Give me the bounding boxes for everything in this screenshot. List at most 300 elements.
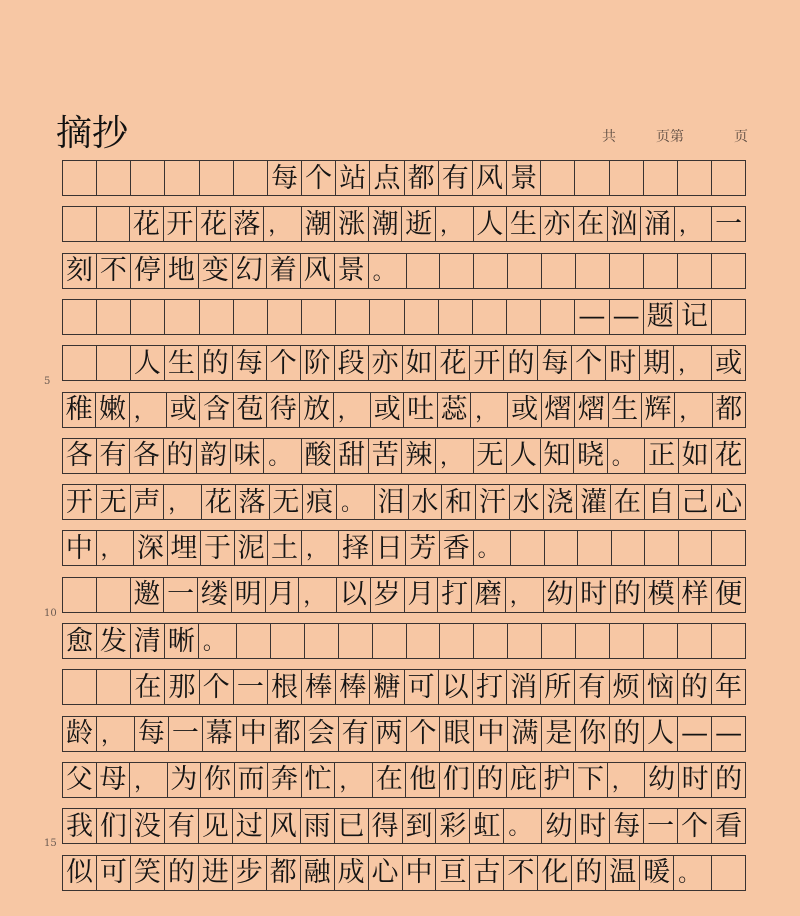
grid-cell: 样 bbox=[678, 577, 712, 613]
grid-row bbox=[62, 299, 746, 335]
grid-cell: 是 bbox=[541, 716, 575, 752]
grid-cell: 地 bbox=[164, 253, 198, 289]
grid-cell bbox=[506, 299, 540, 335]
grid-cell bbox=[678, 530, 712, 566]
grid-cell: 泥 bbox=[234, 530, 268, 566]
grid-cell bbox=[233, 160, 267, 196]
grid-cell: 人 bbox=[643, 716, 677, 752]
grid-cell: 有 bbox=[338, 716, 372, 752]
grid-cell bbox=[575, 623, 609, 659]
grid-cell: 而 bbox=[234, 762, 268, 798]
grid-cell bbox=[643, 160, 677, 196]
grid-cell bbox=[544, 530, 578, 566]
grid-cell bbox=[62, 160, 96, 196]
grid-cell: 生 bbox=[608, 392, 641, 428]
grid-cell: 晰 bbox=[164, 623, 198, 659]
grid-cell: 香 bbox=[439, 530, 473, 566]
grid-cell: 父 bbox=[62, 762, 96, 798]
grid-row bbox=[62, 206, 746, 242]
grid-cell: 可 bbox=[404, 669, 438, 705]
line-number-15: 15 bbox=[44, 838, 57, 849]
grid-cell bbox=[406, 253, 440, 289]
grid-cell: 的 bbox=[711, 762, 746, 798]
grid-cell: 。 bbox=[673, 855, 711, 891]
grid-row bbox=[62, 438, 746, 474]
line-number-10: 10 bbox=[44, 608, 57, 619]
grid-cell: 记 bbox=[677, 299, 711, 335]
grid-cell: 便 bbox=[711, 577, 746, 613]
grid-cell: 幼 bbox=[541, 808, 575, 844]
grid-cell: 你 bbox=[200, 762, 234, 798]
grid-cell: 亦 bbox=[368, 345, 402, 381]
grid-cell: 打 bbox=[472, 669, 506, 705]
grid-cell: 苦 bbox=[368, 438, 402, 474]
grid-cell: ， bbox=[674, 206, 712, 242]
grid-cell: 满 bbox=[507, 716, 541, 752]
grid-cell: 个 bbox=[571, 345, 605, 381]
grid-cell: 稚 bbox=[62, 392, 95, 428]
grid-cell: ， bbox=[470, 392, 507, 428]
grid-cell: 得 bbox=[368, 808, 402, 844]
grid-cell: 们 bbox=[96, 808, 130, 844]
grid-cell: ， bbox=[333, 392, 370, 428]
grid-cell: 于 bbox=[200, 530, 234, 566]
grid-cell: 芳 bbox=[405, 530, 439, 566]
grid-cell: 期 bbox=[639, 345, 673, 381]
grid-cell bbox=[575, 253, 609, 289]
grid-cell: 棒 bbox=[301, 669, 335, 705]
grid-cell: 逝 bbox=[401, 206, 435, 242]
grid-cell: 人 bbox=[473, 206, 507, 242]
grid-row bbox=[62, 345, 746, 381]
grid-cell: 开 bbox=[469, 345, 503, 381]
grid-cell: 水 bbox=[408, 484, 442, 520]
grid-cell: 彩 bbox=[435, 808, 469, 844]
grid-cell bbox=[270, 623, 304, 659]
grid-cell: 时 bbox=[678, 762, 712, 798]
grid-cell: 月 bbox=[265, 577, 299, 613]
grid-cell: 和 bbox=[441, 484, 475, 520]
grid-cell bbox=[438, 299, 472, 335]
grid-cell bbox=[711, 160, 746, 196]
grid-cell: 站 bbox=[335, 160, 369, 196]
grid-cell bbox=[62, 577, 96, 613]
grid-cell bbox=[199, 299, 233, 335]
grid-cell: 有 bbox=[164, 808, 198, 844]
grid-cell: 步 bbox=[232, 855, 266, 891]
grid-cell: 奔 bbox=[267, 762, 301, 798]
grid-cell: 花 bbox=[196, 206, 230, 242]
grid-cell: 变 bbox=[198, 253, 232, 289]
grid-cell: ， bbox=[298, 577, 336, 613]
grid-row bbox=[62, 855, 746, 891]
page-current-label: 页第 bbox=[656, 129, 684, 145]
grid-cell: 个 bbox=[301, 160, 335, 196]
grid-cell: 打 bbox=[437, 577, 471, 613]
grid-cell: 己 bbox=[678, 484, 712, 520]
grid-cell: 时 bbox=[575, 808, 609, 844]
grid-cell: ， bbox=[163, 484, 201, 520]
grid-cell bbox=[711, 855, 746, 891]
grid-cell: 幕 bbox=[202, 716, 236, 752]
grid-cell bbox=[574, 160, 608, 196]
grid-cell bbox=[62, 669, 96, 705]
grid-cell: 明 bbox=[231, 577, 265, 613]
grid-cell bbox=[164, 160, 198, 196]
grid-cell: 风 bbox=[472, 160, 506, 196]
grid-cell bbox=[62, 206, 96, 242]
grid-cell: 都 bbox=[404, 160, 438, 196]
grid-cell: 在 bbox=[573, 206, 607, 242]
grid-cell: 潮 bbox=[301, 206, 335, 242]
grid-cell: 。 bbox=[336, 484, 374, 520]
grid-row bbox=[62, 669, 746, 705]
grid-cell: 发 bbox=[96, 623, 130, 659]
grid-cell: 埋 bbox=[167, 530, 201, 566]
page-header-title: 摘抄 bbox=[56, 113, 129, 154]
grid-cell: 或 bbox=[166, 392, 199, 428]
grid-cell: 清 bbox=[130, 623, 164, 659]
grid-cell: — bbox=[574, 299, 608, 335]
grid-cell: 题 bbox=[643, 299, 677, 335]
grid-cell: ， bbox=[301, 530, 339, 566]
grid-cell: 声 bbox=[130, 484, 164, 520]
grid-cell bbox=[711, 623, 746, 659]
grid-cell bbox=[439, 253, 473, 289]
grid-cell: 无 bbox=[269, 484, 303, 520]
grid-cell: 幼 bbox=[543, 577, 577, 613]
grid-cell bbox=[472, 299, 506, 335]
grid-cell: 。 bbox=[198, 623, 236, 659]
grid-cell bbox=[96, 669, 130, 705]
grid-cell: 点 bbox=[369, 160, 403, 196]
grid-cell: 生 bbox=[164, 345, 198, 381]
grid-cell: 在 bbox=[130, 669, 164, 705]
grid-cell: 无 bbox=[96, 484, 130, 520]
grid-cell: 的 bbox=[198, 345, 232, 381]
grid-cell: 心 bbox=[711, 484, 746, 520]
grid-cell: 个 bbox=[677, 808, 711, 844]
grid-cell: 一 bbox=[711, 206, 746, 242]
grid-cell: 见 bbox=[198, 808, 232, 844]
grid-cell bbox=[96, 299, 130, 335]
grid-cell: 邀 bbox=[130, 577, 164, 613]
grid-cell: 暖 bbox=[639, 855, 673, 891]
grid-cell: 一 bbox=[163, 577, 197, 613]
grid-cell bbox=[643, 623, 677, 659]
grid-cell: 自 bbox=[644, 484, 678, 520]
grid-cell bbox=[609, 623, 643, 659]
grid-cell bbox=[199, 160, 233, 196]
grid-cell: 在 bbox=[610, 484, 644, 520]
grid-cell bbox=[473, 253, 507, 289]
grid-cell: 着 bbox=[266, 253, 300, 289]
grid-cell: 母 bbox=[96, 762, 130, 798]
grid-cell: 辉 bbox=[641, 392, 674, 428]
grid-row bbox=[62, 484, 746, 520]
grid-cell: 花 bbox=[129, 206, 163, 242]
grid-cell: 或 bbox=[711, 345, 746, 381]
grid-cell: ， bbox=[435, 206, 473, 242]
grid-cell: 不 bbox=[96, 253, 130, 289]
grid-cell: 无 bbox=[473, 438, 507, 474]
grid-cell bbox=[677, 160, 711, 196]
grid-cell: 眼 bbox=[439, 716, 473, 752]
grid-cell: 汗 bbox=[475, 484, 509, 520]
grid-cell: 酸 bbox=[301, 438, 335, 474]
grid-cell: 化 bbox=[537, 855, 571, 891]
grid-cell: 以 bbox=[438, 669, 472, 705]
grid-cell: 花 bbox=[201, 484, 235, 520]
grid-cell: 刻 bbox=[62, 253, 96, 289]
grid-cell bbox=[267, 299, 301, 335]
grid-cell: 风 bbox=[266, 808, 300, 844]
grid-cell: 花 bbox=[435, 345, 469, 381]
grid-cell bbox=[338, 623, 372, 659]
grid-cell: 的 bbox=[503, 345, 537, 381]
grid-cell: 。 bbox=[368, 253, 406, 289]
grid-cell: ， bbox=[505, 577, 543, 613]
grid-cell bbox=[677, 623, 711, 659]
grid-cell: 有 bbox=[574, 669, 608, 705]
grid-cell: 如 bbox=[402, 345, 436, 381]
grid-cell: 晓 bbox=[573, 438, 607, 474]
page-total-label: 共 bbox=[602, 129, 616, 145]
grid-cell bbox=[96, 160, 130, 196]
grid-cell: 心 bbox=[368, 855, 402, 891]
grid-cell: 岁 bbox=[370, 577, 404, 613]
grid-cell: ， bbox=[607, 762, 645, 798]
grid-cell: 已 bbox=[334, 808, 368, 844]
grid-cell: 痕 bbox=[302, 484, 336, 520]
grid-cell bbox=[507, 253, 541, 289]
grid-cell: 浇 bbox=[543, 484, 577, 520]
grid-cell: 的 bbox=[677, 669, 711, 705]
grid-cell: 各 bbox=[62, 438, 96, 474]
grid-cell bbox=[130, 160, 164, 196]
grid-cell: 烦 bbox=[609, 669, 643, 705]
grid-cell bbox=[372, 623, 406, 659]
grid-cell: 涨 bbox=[334, 206, 368, 242]
grid-cell: 味 bbox=[230, 438, 264, 474]
grid-cell: 阶 bbox=[300, 345, 334, 381]
grid-cell: — bbox=[711, 716, 746, 752]
grid-cell bbox=[609, 253, 643, 289]
grid-cell: 或 bbox=[507, 392, 540, 428]
grid-cell: 甜 bbox=[334, 438, 368, 474]
grid-cell: 有 bbox=[438, 160, 472, 196]
grid-cell: 潮 bbox=[368, 206, 402, 242]
grid-cell: 正 bbox=[644, 438, 678, 474]
grid-cell: 可 bbox=[96, 855, 130, 891]
grid-cell: — bbox=[677, 716, 711, 752]
grid-cell: 庇 bbox=[506, 762, 540, 798]
grid-cell: 他 bbox=[405, 762, 439, 798]
grid-cell: 不 bbox=[503, 855, 537, 891]
grid-cell: 每 bbox=[609, 808, 643, 844]
grid-cell: 的 bbox=[164, 855, 198, 891]
grid-cell: 开 bbox=[62, 484, 96, 520]
grid-cell: ， bbox=[674, 392, 711, 428]
grid-cell: ， bbox=[129, 762, 167, 798]
grid-cell: 成 bbox=[334, 855, 368, 891]
grid-cell: 龄 bbox=[62, 716, 96, 752]
grid-cell: 糖 bbox=[369, 669, 403, 705]
grid-cell: 个 bbox=[266, 345, 300, 381]
grid-cell: 每 bbox=[537, 345, 571, 381]
grid-cell: 人 bbox=[506, 438, 540, 474]
grid-cell bbox=[644, 530, 678, 566]
grid-cell: 落 bbox=[235, 484, 269, 520]
grid-cell bbox=[164, 299, 198, 335]
grid-cell bbox=[304, 623, 338, 659]
grid-cell: 人 bbox=[130, 345, 164, 381]
grid-cell: 下 bbox=[573, 762, 607, 798]
grid-cell: 涌 bbox=[640, 206, 674, 242]
grid-cell: 缕 bbox=[197, 577, 231, 613]
grid-cell: 时 bbox=[605, 345, 639, 381]
grid-cell: 似 bbox=[62, 855, 96, 891]
grid-cell: 泪 bbox=[374, 484, 408, 520]
grid-cell: 苞 bbox=[233, 392, 266, 428]
grid-cell: 。 bbox=[263, 438, 301, 474]
grid-cell bbox=[62, 345, 96, 381]
grid-cell bbox=[369, 299, 403, 335]
grid-cell: 的 bbox=[571, 855, 605, 891]
grid-cell bbox=[541, 623, 575, 659]
grid-cell: 有 bbox=[96, 438, 130, 474]
grid-cell: 开 bbox=[163, 206, 197, 242]
grid-cell: 的 bbox=[609, 716, 643, 752]
grid-cell bbox=[96, 577, 130, 613]
grid-cell bbox=[711, 253, 746, 289]
grid-cell bbox=[301, 299, 335, 335]
grid-cell: 的 bbox=[163, 438, 197, 474]
grid-cell: 韵 bbox=[196, 438, 230, 474]
grid-cell bbox=[510, 530, 544, 566]
grid-cell: 温 bbox=[605, 855, 639, 891]
grid-cell bbox=[541, 253, 575, 289]
grid-cell: 各 bbox=[129, 438, 163, 474]
grid-cell: 生 bbox=[506, 206, 540, 242]
grid-cell: 蕊 bbox=[437, 392, 470, 428]
grid-cell: 愈 bbox=[62, 623, 96, 659]
grid-cell: 到 bbox=[402, 808, 436, 844]
grid-cell: 所 bbox=[540, 669, 574, 705]
grid-cell: 日 bbox=[372, 530, 406, 566]
grid-cell: 幻 bbox=[232, 253, 266, 289]
grid-cell: 虹 bbox=[469, 808, 503, 844]
grid-cell: 汹 bbox=[607, 206, 641, 242]
grid-cell: 看 bbox=[711, 808, 746, 844]
grid-cell: 一 bbox=[233, 669, 267, 705]
grid-cell: 个 bbox=[199, 669, 233, 705]
grid-cell: 含 bbox=[199, 392, 232, 428]
grid-cell bbox=[507, 623, 541, 659]
grid-cell: ， bbox=[96, 716, 134, 752]
grid-cell: 那 bbox=[164, 669, 198, 705]
grid-cell: 熠 bbox=[574, 392, 607, 428]
grid-cell: 土 bbox=[267, 530, 301, 566]
grid-cell: 择 bbox=[338, 530, 372, 566]
grid-cell: 中 bbox=[236, 716, 270, 752]
grid-cell: 或 bbox=[370, 392, 403, 428]
grid-cell: ， bbox=[435, 438, 473, 474]
line-number-5: 5 bbox=[44, 376, 51, 387]
grid-cell bbox=[335, 299, 369, 335]
grid-row bbox=[62, 808, 746, 844]
grid-cell: 时 bbox=[576, 577, 610, 613]
grid-cell: 为 bbox=[167, 762, 201, 798]
grid-cell bbox=[611, 530, 645, 566]
grid-cell: 水 bbox=[509, 484, 543, 520]
grid-cell: 景 bbox=[506, 160, 540, 196]
grid-row bbox=[62, 392, 746, 428]
grid-cell: 古 bbox=[469, 855, 503, 891]
grid-cell: 都 bbox=[266, 855, 300, 891]
grid-cell: 幼 bbox=[644, 762, 678, 798]
grid-row bbox=[62, 762, 746, 798]
grid-cell: 过 bbox=[232, 808, 266, 844]
grid-cell: 在 bbox=[372, 762, 406, 798]
grid-cell bbox=[96, 345, 130, 381]
grid-cell: 中 bbox=[62, 530, 96, 566]
grid-cell: 模 bbox=[644, 577, 678, 613]
grid-cell bbox=[233, 299, 267, 335]
grid-cell: 两 bbox=[372, 716, 406, 752]
grid-cell: 年 bbox=[711, 669, 746, 705]
page-end-label: 页 bbox=[734, 129, 748, 145]
grid-cell bbox=[62, 299, 96, 335]
grid-cell: ， bbox=[334, 762, 372, 798]
grid-cell: 都 bbox=[712, 392, 746, 428]
grid-cell: ， bbox=[673, 345, 711, 381]
grid-cell: 恼 bbox=[643, 669, 677, 705]
grid-cell bbox=[577, 530, 611, 566]
grid-row bbox=[62, 716, 746, 752]
grid-cell: 的 bbox=[610, 577, 644, 613]
grid-cell: 放 bbox=[299, 392, 332, 428]
grid-cell bbox=[473, 623, 507, 659]
grid-cell: 棒 bbox=[335, 669, 369, 705]
grid-cell: 花 bbox=[711, 438, 746, 474]
grid-cell: 风 bbox=[300, 253, 334, 289]
grid-cell: 会 bbox=[304, 716, 338, 752]
grid-cell: 每 bbox=[134, 716, 168, 752]
grid-cell: 以 bbox=[336, 577, 370, 613]
grid-cell: 如 bbox=[678, 438, 712, 474]
grid-cell: 辣 bbox=[401, 438, 435, 474]
grid-cell: 中 bbox=[473, 716, 507, 752]
grid-cell: 融 bbox=[300, 855, 334, 891]
grid-cell: 深 bbox=[133, 530, 167, 566]
grid-cell: 忙 bbox=[301, 762, 335, 798]
grid-cell: 护 bbox=[540, 762, 574, 798]
grid-cell: 。 bbox=[503, 808, 541, 844]
grid-cell: 没 bbox=[130, 808, 164, 844]
grid-cell bbox=[540, 160, 574, 196]
grid-cell: 亦 bbox=[540, 206, 574, 242]
grid-cell bbox=[677, 253, 711, 289]
grid-cell: 。 bbox=[473, 530, 511, 566]
grid-cell: 景 bbox=[334, 253, 368, 289]
grid-row bbox=[62, 160, 746, 196]
grid-cell: 我 bbox=[62, 808, 96, 844]
grid-cell bbox=[236, 623, 270, 659]
grid-cell bbox=[130, 299, 164, 335]
grid-cell bbox=[711, 299, 746, 335]
grid-cell bbox=[540, 299, 574, 335]
